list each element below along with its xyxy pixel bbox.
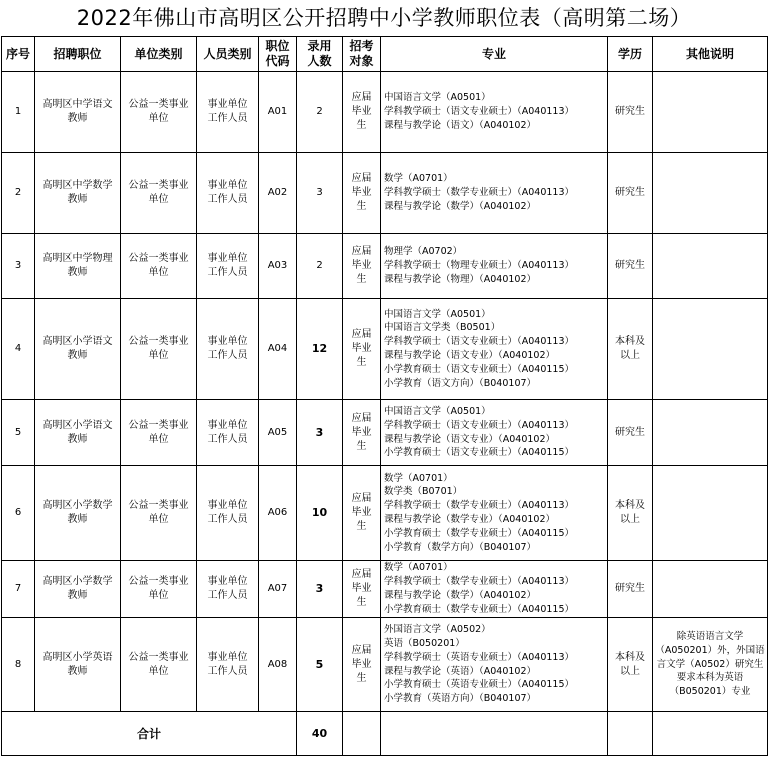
major-item: 小学教育（语文方向）（B040107） [384, 377, 537, 389]
cell-edu: 研究生 [608, 561, 653, 618]
cell-staff-type: 事业单位工作人员 [197, 618, 259, 712]
cell-seq: 1 [2, 72, 35, 153]
cell-major [381, 72, 608, 153]
header-unit-type: 单位类别 [121, 37, 197, 72]
cell-unit-type: 公益一类事业单位 [121, 234, 197, 299]
cell-note [653, 153, 768, 234]
major-item: 小学教育硕士（英语专业硕士）（A040115） [384, 679, 575, 691]
cell-note [653, 400, 768, 466]
cell-code: A08 [259, 618, 297, 712]
major-item: 课程与教学论（物理）（A040102） [384, 273, 537, 285]
major-item: 课程与教学论（数学）（A040102） [384, 200, 537, 212]
major-item: 小学教育硕士（数学专业硕士）（A040115） [384, 527, 575, 539]
header-seq: 序号 [2, 37, 35, 72]
cell-major [381, 234, 608, 299]
cell-staff-type: 事业单位工作人员 [197, 466, 259, 561]
table-row [2, 299, 768, 400]
major-item: 课程与教学论（语文专业）（A040102） [384, 433, 556, 445]
cell-major [381, 153, 608, 234]
major-item: 小学教育硕士（数学专业硕士）（A040115） [384, 603, 575, 615]
cell-target: 应届毕业生 [343, 72, 381, 153]
major-item: 课程与教学论（语文专业）（A040102） [384, 350, 556, 361]
cell-position: 高明区中学物理教师 [35, 234, 121, 299]
header-count: 录用 人数 [297, 37, 343, 72]
table-row [2, 466, 768, 561]
cell-code: A05 [259, 400, 297, 466]
major-item: 学科教学硕士（语文专业硕士）（A040113） [384, 336, 575, 348]
total-count: 40 [297, 712, 343, 756]
cell-edu: 本科及以上 [608, 299, 653, 400]
cell-count: 3 [297, 153, 343, 234]
cell-major [381, 299, 608, 400]
major-item: 中国语言文学（A0501） [384, 308, 491, 320]
cell-edu: 本科及以上 [608, 618, 653, 712]
cell-count: 3 [297, 400, 343, 466]
cell-major [381, 561, 608, 618]
major-item: 数学（A0701） [384, 562, 453, 574]
total-empty [343, 712, 381, 756]
total-label: 合计 [2, 712, 297, 756]
cell-seq: 6 [2, 466, 35, 561]
cell-edu: 研究生 [608, 400, 653, 466]
cell-count: 2 [297, 234, 343, 299]
cell-count: 12 [297, 299, 343, 400]
header-row [2, 37, 768, 72]
header-position: 招聘职位 [35, 37, 121, 72]
cell-count: 5 [297, 618, 343, 712]
cell-unit-type: 公益一类事业单位 [121, 72, 197, 153]
cell-seq: 4 [2, 299, 35, 400]
cell-position: 高明区小学语文教师 [35, 299, 121, 400]
cell-unit-type: 公益一类事业单位 [121, 618, 197, 712]
total-empty [381, 712, 608, 756]
cell-count: 2 [297, 72, 343, 153]
cell-code: A06 [259, 466, 297, 561]
major-item: 学科教学硕士（物理专业硕士）（A040113） [384, 260, 575, 272]
header-target: 招考 对象 [343, 37, 381, 72]
cell-unit-type: 公益一类事业单位 [121, 400, 197, 466]
major-item: 中国语言文学类（B0501） [384, 322, 501, 334]
major-item: 课程与教学论（语文）（A040102） [384, 119, 537, 131]
cell-code: A04 [259, 299, 297, 400]
cell-count: 3 [297, 561, 343, 618]
major-item: 物理学（A0702） [384, 246, 463, 258]
major-item: 数学（A0701） [384, 173, 453, 185]
header-code: 职位 代码 [259, 37, 297, 72]
cell-note: 除英语语言文学（A050201）外，外国语言文学（A0502）研究生要求本科为英语（B050201）专业 [653, 618, 768, 712]
cell-staff-type: 事业单位工作人员 [197, 400, 259, 466]
cell-unit-type: 公益一类事业单位 [121, 299, 197, 400]
cell-count: 10 [297, 466, 343, 561]
cell-seq: 2 [2, 153, 35, 234]
cell-code: A03 [259, 234, 297, 299]
major-item: 英语（B050201） [384, 637, 465, 649]
cell-staff-type: 事业单位工作人员 [197, 299, 259, 400]
cell-target: 应届毕业生 [343, 400, 381, 466]
cell-unit-type: 公益一类事业单位 [121, 466, 197, 561]
cell-staff-type: 事业单位工作人员 [197, 561, 259, 618]
cell-code: A07 [259, 561, 297, 618]
major-item: 课程与教学论（数学）（A040102） [384, 590, 537, 601]
cell-note [653, 466, 768, 561]
major-item: 学科教学硕士（语文专业硕士）（A040113） [384, 419, 575, 431]
cell-edu: 本科及以上 [608, 466, 653, 561]
header-major: 专业 [381, 37, 608, 72]
cell-unit-type: 公益一类事业单位 [121, 153, 197, 234]
cell-target: 应届毕业生 [343, 561, 381, 618]
cell-target: 应届毕业生 [343, 299, 381, 400]
cell-note [653, 561, 768, 618]
table-row [2, 72, 768, 153]
major-item: 学科教学硕士（数学专业硕士）（A040113） [384, 187, 575, 199]
cell-seq: 5 [2, 400, 35, 466]
major-item: 小学教育硕士（语文专业硕士）（A040115） [384, 363, 575, 375]
cell-code: A02 [259, 153, 297, 234]
cell-major [381, 400, 608, 466]
cell-edu: 研究生 [608, 153, 653, 234]
cell-position: 高明区中学语文教师 [35, 72, 121, 153]
header-edu: 学历 [608, 37, 653, 72]
major-item: 数学类（B0701） [384, 486, 463, 498]
page-title: 2022年佛山市高明区公开招聘中小学教师职位表（高明第二场） [76, 6, 692, 30]
cell-edu: 研究生 [608, 72, 653, 153]
major-item: 小学教育（数学方向）（B040107） [384, 541, 537, 553]
cell-edu: 研究生 [608, 234, 653, 299]
table-row [2, 618, 768, 712]
cell-position: 高明区中学数学教师 [35, 153, 121, 234]
major-item: 学科教学硕士（英语专业硕士）（A040113） [384, 651, 575, 663]
table-row [2, 153, 768, 234]
major-item: 学科教学硕士（语文专业硕士）（A040113） [384, 106, 575, 118]
major-item: 数学（A0701） [384, 472, 453, 484]
table-row [2, 561, 768, 618]
cell-seq: 3 [2, 234, 35, 299]
cell-major [381, 618, 608, 712]
cell-staff-type: 事业单位工作人员 [197, 72, 259, 153]
major-item: 中国语言文学（A0501） [384, 405, 491, 417]
major-item: 中国语言文学（A0501） [384, 92, 491, 104]
cell-position: 高明区小学数学教师 [35, 561, 121, 618]
total-empty [653, 712, 768, 756]
cell-target: 应届毕业生 [343, 153, 381, 234]
positions-table [1, 36, 768, 756]
cell-note [653, 299, 768, 400]
cell-note [653, 234, 768, 299]
table-row [2, 400, 768, 466]
major-item: 课程与教学论（数学专业）（A040102） [384, 514, 556, 525]
cell-staff-type: 事业单位工作人员 [197, 234, 259, 299]
cell-position: 高明区小学语文教师 [35, 400, 121, 466]
cell-seq: 7 [2, 561, 35, 618]
major-item: 学科教学硕士（数学专业硕士）（A040113） [384, 500, 575, 512]
cell-code: A01 [259, 72, 297, 153]
cell-target: 应届毕业生 [343, 234, 381, 299]
cell-target: 应届毕业生 [343, 466, 381, 561]
header-note: 其他说明 [653, 37, 768, 72]
table-row [2, 234, 768, 299]
cell-note [653, 72, 768, 153]
cell-major [381, 466, 608, 561]
cell-staff-type: 事业单位工作人员 [197, 153, 259, 234]
total-empty [608, 712, 653, 756]
cell-target: 应届毕业生 [343, 618, 381, 712]
header-staff-type: 人员类别 [197, 37, 259, 72]
major-item: 小学教育（英语方向）（B040107） [384, 693, 537, 705]
cell-unit-type: 公益一类事业单位 [121, 561, 197, 618]
major-item: 课程与教学论（英语）（A040102） [384, 665, 537, 677]
major-item: 外国语言文学（A0502） [384, 624, 491, 636]
cell-seq: 8 [2, 618, 35, 712]
cell-position: 高明区小学数学教师 [35, 466, 121, 561]
total-row [2, 712, 768, 756]
major-item: 学科教学硕士（数学专业硕士）（A040113） [384, 576, 575, 588]
major-item: 小学教育硕士（语文专业硕士）（A040115） [384, 447, 575, 459]
cell-position: 高明区小学英语教师 [35, 618, 121, 712]
